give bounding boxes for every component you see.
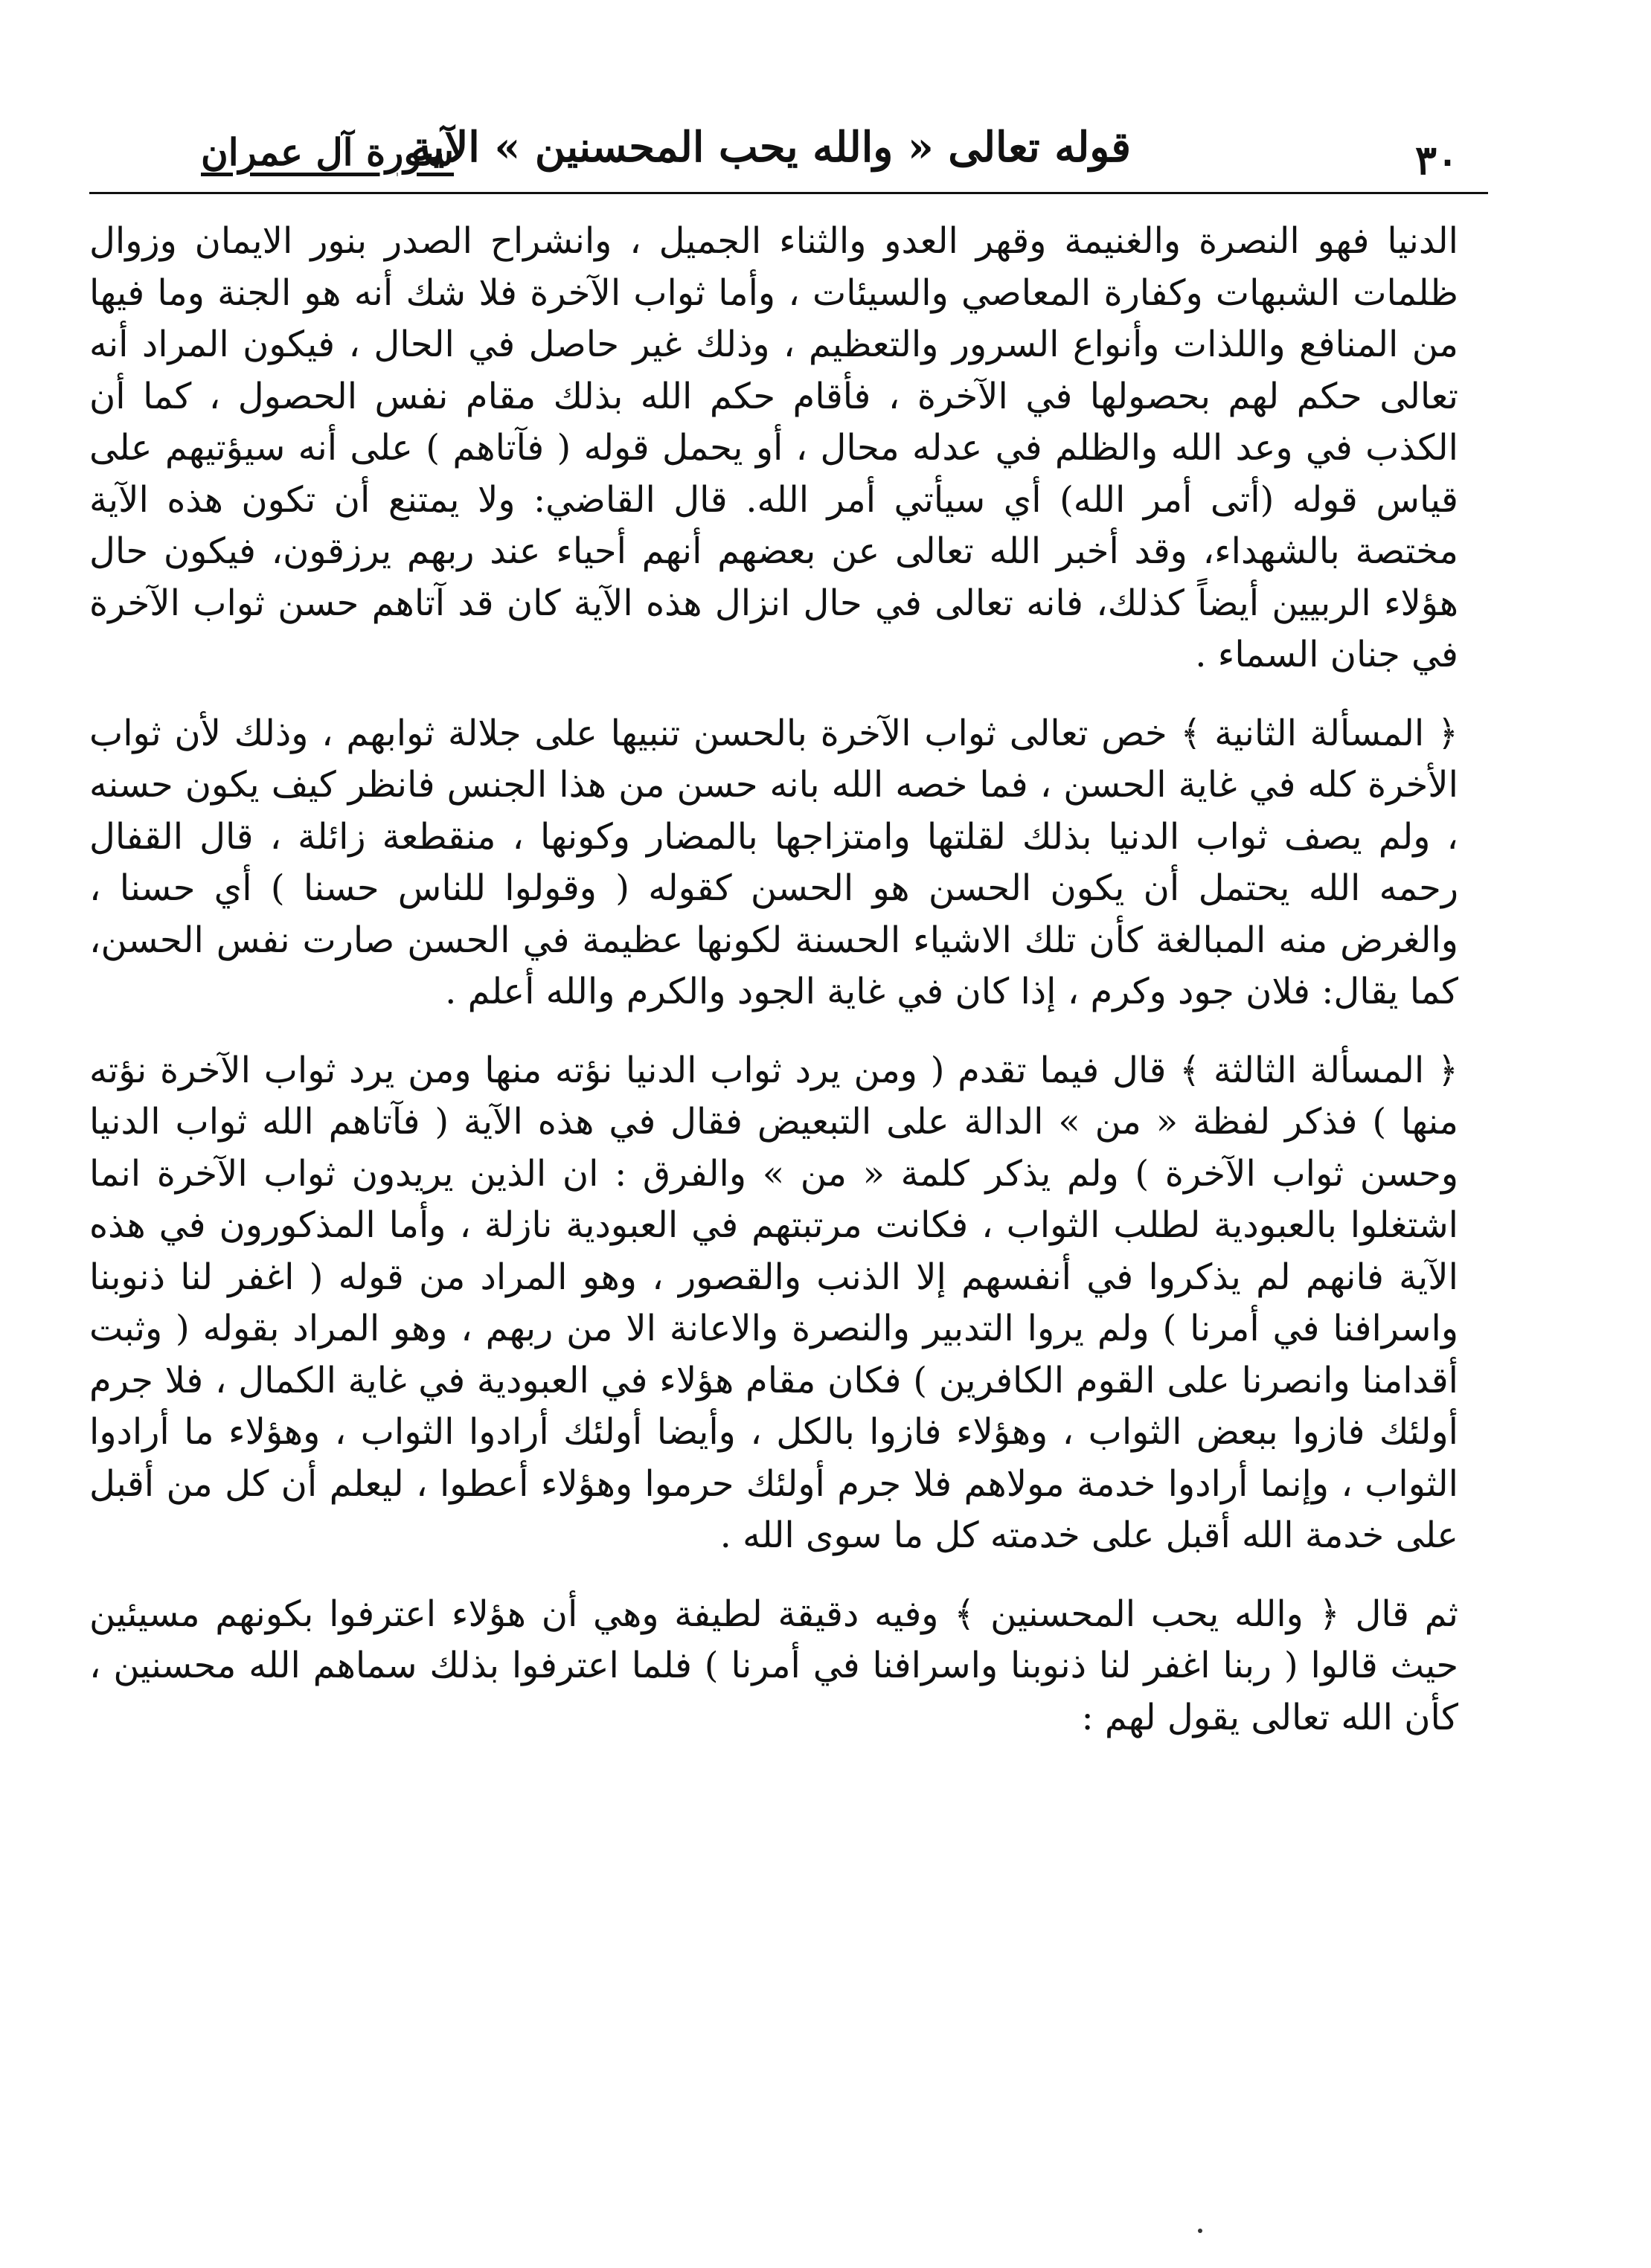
- page-mark: [1198, 2229, 1202, 2233]
- header-rule: [89, 192, 1488, 194]
- running-title: قوله تعالى « والله يحب المحسنين » الآية: [410, 123, 1131, 172]
- paragraph-2: ﴿ المسألة الثانية ﴾ خص تعالى ثواب الآخرة بالحسن تنبيها على جلالة ثوابهم ، وذلك لأن ثواب الأخرة كله في غاية الحسن ، فما خصه الله بانه حسن من هذا الجنس فانظر كيف يكون حسنه ، ولم يصف ثواب الدنيا بذلك لقلتها وامتزاجها بالمضار وكونها ، منقطعة زائلة ، قال القفال رحمه الله يحتمل أن يكون الحسن هو الحسن كقوله ( وقولوا للناس حسنا ) أي حسنا ، والغرض منه المبالغة كأن تلك الاشياء الحسنة لكونها عظيمة في الحسن صارت نفس الحسن، كما يقال: فلان جود وكرم ، إذا كان في غاية الجود والكرم والله أعلم .: [89, 712, 1458, 1012]
- paragraph-gap: [89, 1562, 1458, 1589]
- page-number: ٣٠: [1414, 136, 1458, 184]
- paragraph-4: ثم قال ﴿ والله يحب المحسنين ﴾ وفيه دقيقة لطيفة وهي أن هؤلاء اعترفوا بكونهم مسيئين حيث قالوا ( ربنا اغفر لنا ذنوبنا واسرافنا في أمرنا ) فلما اعترفوا بذلك سماهم الله محسنين ، كأن الله تعالى يقول لهم :: [89, 1593, 1459, 1738]
- paragraph-1: الدنيا فهو النصرة والغنيمة وقهر العدو والثناء الجميل ، وانشراح الصدر بنور الايمان وزوال ظلمات الشبهات وكفارة المعاصي والسيئات ، وأما ثواب الآخرة فلا شك أنه هو الجنة وما فيها من المنافع واللذات وأنواع السرور والتعظيم ، وذلك غير حاصل في الحال ، فيكون المراد أنه تعالى حكم لهم بحصولها في الآخرة ، فأقام حكم الله بذلك مقام نفس الحصول ، كما أن الكذب في وعد الله والظلم في عدله محال ، أو يحمل قوله ( فآتاهم ) على أنه سيؤتيهم على قياس قوله (أتى أمر الله) أي سيأتي أمر الله. قال القاضي: ولا يمتنع أن تكون هذه الآية مختصة بالشهداء، وقد أخبر الله تعالى عن بعضهم أنهم أحياء عند ربهم يرزقون، فيكون حال هؤلاء الربيين أيضاً كذلك، فانه تعالى في حال انزال هذه الآية كان قد آتاهم حسن ثواب الآخرة في جنان السماء .: [89, 220, 1459, 675]
- surah-name: سورة آل عمران: [201, 130, 455, 174]
- paragraph-3: ﴿ المسألة الثالثة ﴾ قال فيما تقدم ( ومن يرد ثواب الدنيا نؤته منها ومن يرد ثواب الآخرة نؤته منها ) فذكر لفظة « من » الدالة على التبعيض فقال في هذه الآية ( فآتاهم الله ثواب الدنيا وحسن ثواب الآخرة ) ولم يذكر كلمة « من » والفرق : ان الذين يريدون ثواب الآخرة انما اشتغلوا بالعبودية لطلب الثواب ، فكانت مرتبتهم في العبودية نازلة ، وأما المذكورون في هذه الآية فانهم لم يذكروا في أنفسهم إلا الذنب والقصور ، وهو المراد من قوله ( اغفر لنا ذنوبنا واسرافنا في أمرنا ) ولم يروا التدبير والنصرة والاعانة الا من ربهم ، وهو المراد بقوله ( وثبت أقدامنا وانصرنا على القوم الكافرين ) فكان مقام هؤلاء في العبودية في غاية الكمال ، فلا جرم أولئك فازوا ببعض الثواب ، وهؤلاء فازوا بالكل ، وأيضا أولئك أرادوا الثواب ، وهؤلاء ما أرادوا الثواب ، وإنما أرادوا خدمة مولاهم فلا جرم أولئك حرموا وهؤلاء أعطوا ، ليعلم أن كل من أقبل على خدمة الله أقبل على خدمته كل ما سوى الله .: [89, 1049, 1459, 1556]
- page-header: [201, 123, 1458, 193]
- page-body: [89, 216, 1458, 1744]
- paragraph-gap: [89, 681, 1458, 708]
- paragraph-gap: [89, 1018, 1458, 1045]
